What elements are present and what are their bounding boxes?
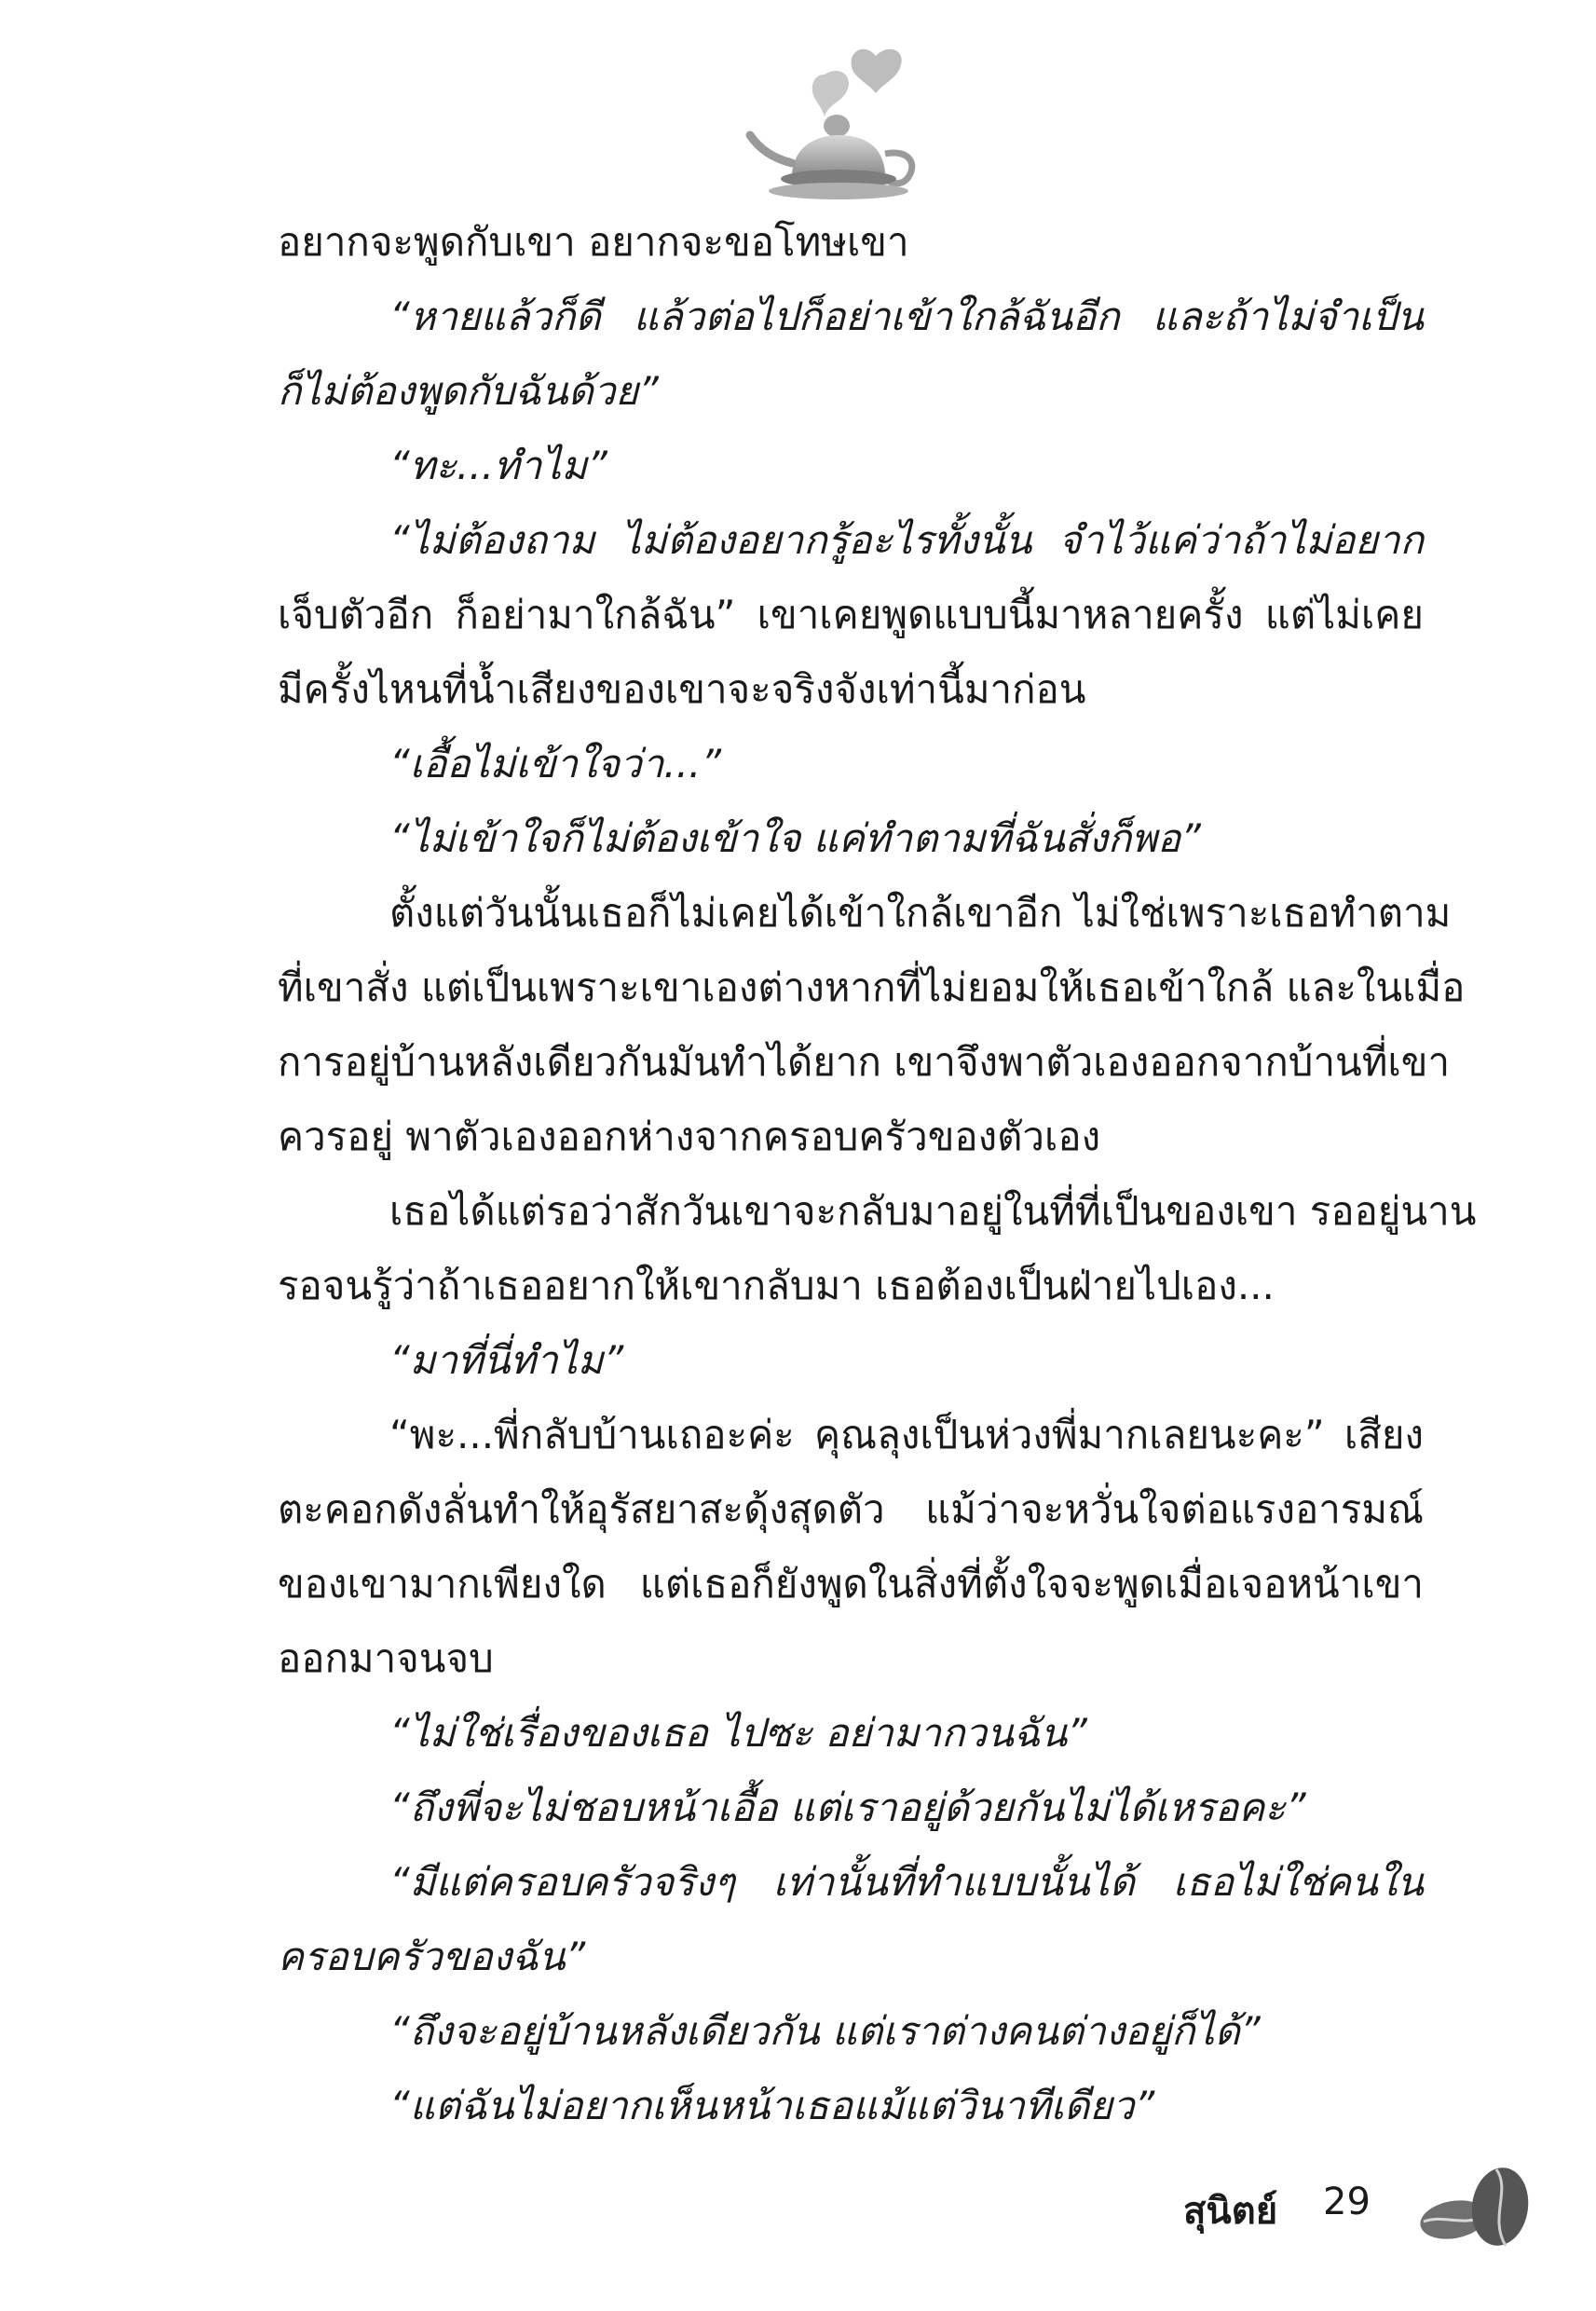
text-line: “พะ...พี่กลับบ้านเถอะค่ะ คุณลุงเป็นห่วงพี่มากเลยนะคะ” เสียง <box>389 1412 1424 1457</box>
text-line: มีครั้งไหนที่น้ำเสียงของเขาจะจริงจังเท่านี้มาก่อน <box>278 666 1086 712</box>
coffee-beans-icon <box>1407 2162 1547 2255</box>
page-footer <box>1183 2162 1556 2255</box>
text-line: “แต่ฉันไม่อยากเห็นหน้าเธอแม้แต่วินาทีเดียว” <box>389 2083 1155 2128</box>
text-line: เธอได้แต่รอว่าสักวันเขาจะกลับมาอยู่ในที่ที่เป็นของเขา รออยู่นาน <box>389 1188 1477 1234</box>
page-number: 29 <box>1323 2181 1371 2223</box>
text-line: ควรอยู่ พาตัวเองออกห่างจากครอบครัวของตัวเอง <box>278 1114 1101 1159</box>
text-line: “เอื้อไม่เข้าใจว่า...” <box>389 741 722 786</box>
text-line: “ถึงจะอยู่บ้านหลังเดียวกัน แต่เราต่างคนต่างอยู่ก็ได้” <box>389 2008 1261 2054</box>
text-line: “มีแต่ครอบครัวจริงๆ เท่านั้นที่ทำแบบนั้นได้ เธอไม่ใช่คนใน <box>389 1859 1424 1905</box>
text-line: “ถึงพี่จะไม่ชอบหน้าเอื้อ แต่เราอยู่ด้วยกันไม่ได้เหรอคะ” <box>389 1785 1306 1830</box>
text-line: ที่เขาสั่ง แต่เป็นเพราะเขาเองต่างหากที่ไม่ยอมให้เธอเข้าใกล้ และในเมื่อ <box>278 964 1466 1010</box>
text-line: “ทะ...ทำไม” <box>389 443 607 488</box>
text-line: “หายแล้วก็ดี แล้วต่อไปก็อย่าเข้าใกล้ฉันอีก และถ้าไม่จำเป็น <box>389 294 1424 339</box>
text-line: “มาที่นี่ทำไม” <box>389 1337 624 1383</box>
text-line: รอจนรู้ว่าถ้าเธออยากให้เขากลับมา เธอต้องเป็นฝ่ายไปเอง... <box>278 1263 1275 1308</box>
text-line: ของเขามากเพียงใด แต่เธอก็ยังพูดในสิ่งที่ตั้งใจจะพูดเมื่อเจอหน้าเขา <box>278 1561 1424 1607</box>
text-line: ตั้งแต่วันนั้นเธอก็ไม่เคยได้เข้าใกล้เขาอีก ไม่ใช่เพราะเธอทำตาม <box>389 890 1452 936</box>
text-line: อยากจะพูดกับเขา อยากจะขอโทษเขา <box>278 219 909 265</box>
text-line: ก็ไม่ต้องพูดกับฉันด้วย” <box>278 368 659 414</box>
text-line: การอยู่บ้านหลังเดียวกันมันทำได้ยาก เขาจึงพาตัวเองออกจากบ้านที่เขา <box>278 1039 1451 1085</box>
teapot-cupid-logo-icon <box>736 37 941 233</box>
author-name: สุนิตย์ <box>1183 2190 1278 2233</box>
text-line: ครอบครัวของฉัน” <box>278 1934 586 1979</box>
text-line: ตะคอกดังลั่นทำให้อุรัสยาสะดุ้งสุดตัว แม้ว่าจะหวั่นใจต่อแรงอารมณ์ <box>278 1486 1424 1532</box>
text-line: “ไม่ใช่เรื่องของเธอ ไปซะ อย่ามากวนฉัน” <box>389 1710 1087 1756</box>
text-line: “ไม่เข้าใจก็ไม่ต้องเข้าใจ แค่ทำตามที่ฉันสั่งก็พอ” <box>389 815 1201 861</box>
text-line: “ไม่ต้องถาม ไม่ต้องอยากรู้อะไรทั้งนั้น จำไว้แค่ว่าถ้าไม่อยาก <box>389 517 1424 563</box>
text-line: เจ็บตัวอีก ก็อย่ามาใกล้ฉัน” เขาเคยพูดแบบนี้มาหลายครั้ง แต่ไม่เคย <box>278 592 1424 637</box>
text-line: ออกมาจนจบ <box>278 1635 494 1681</box>
